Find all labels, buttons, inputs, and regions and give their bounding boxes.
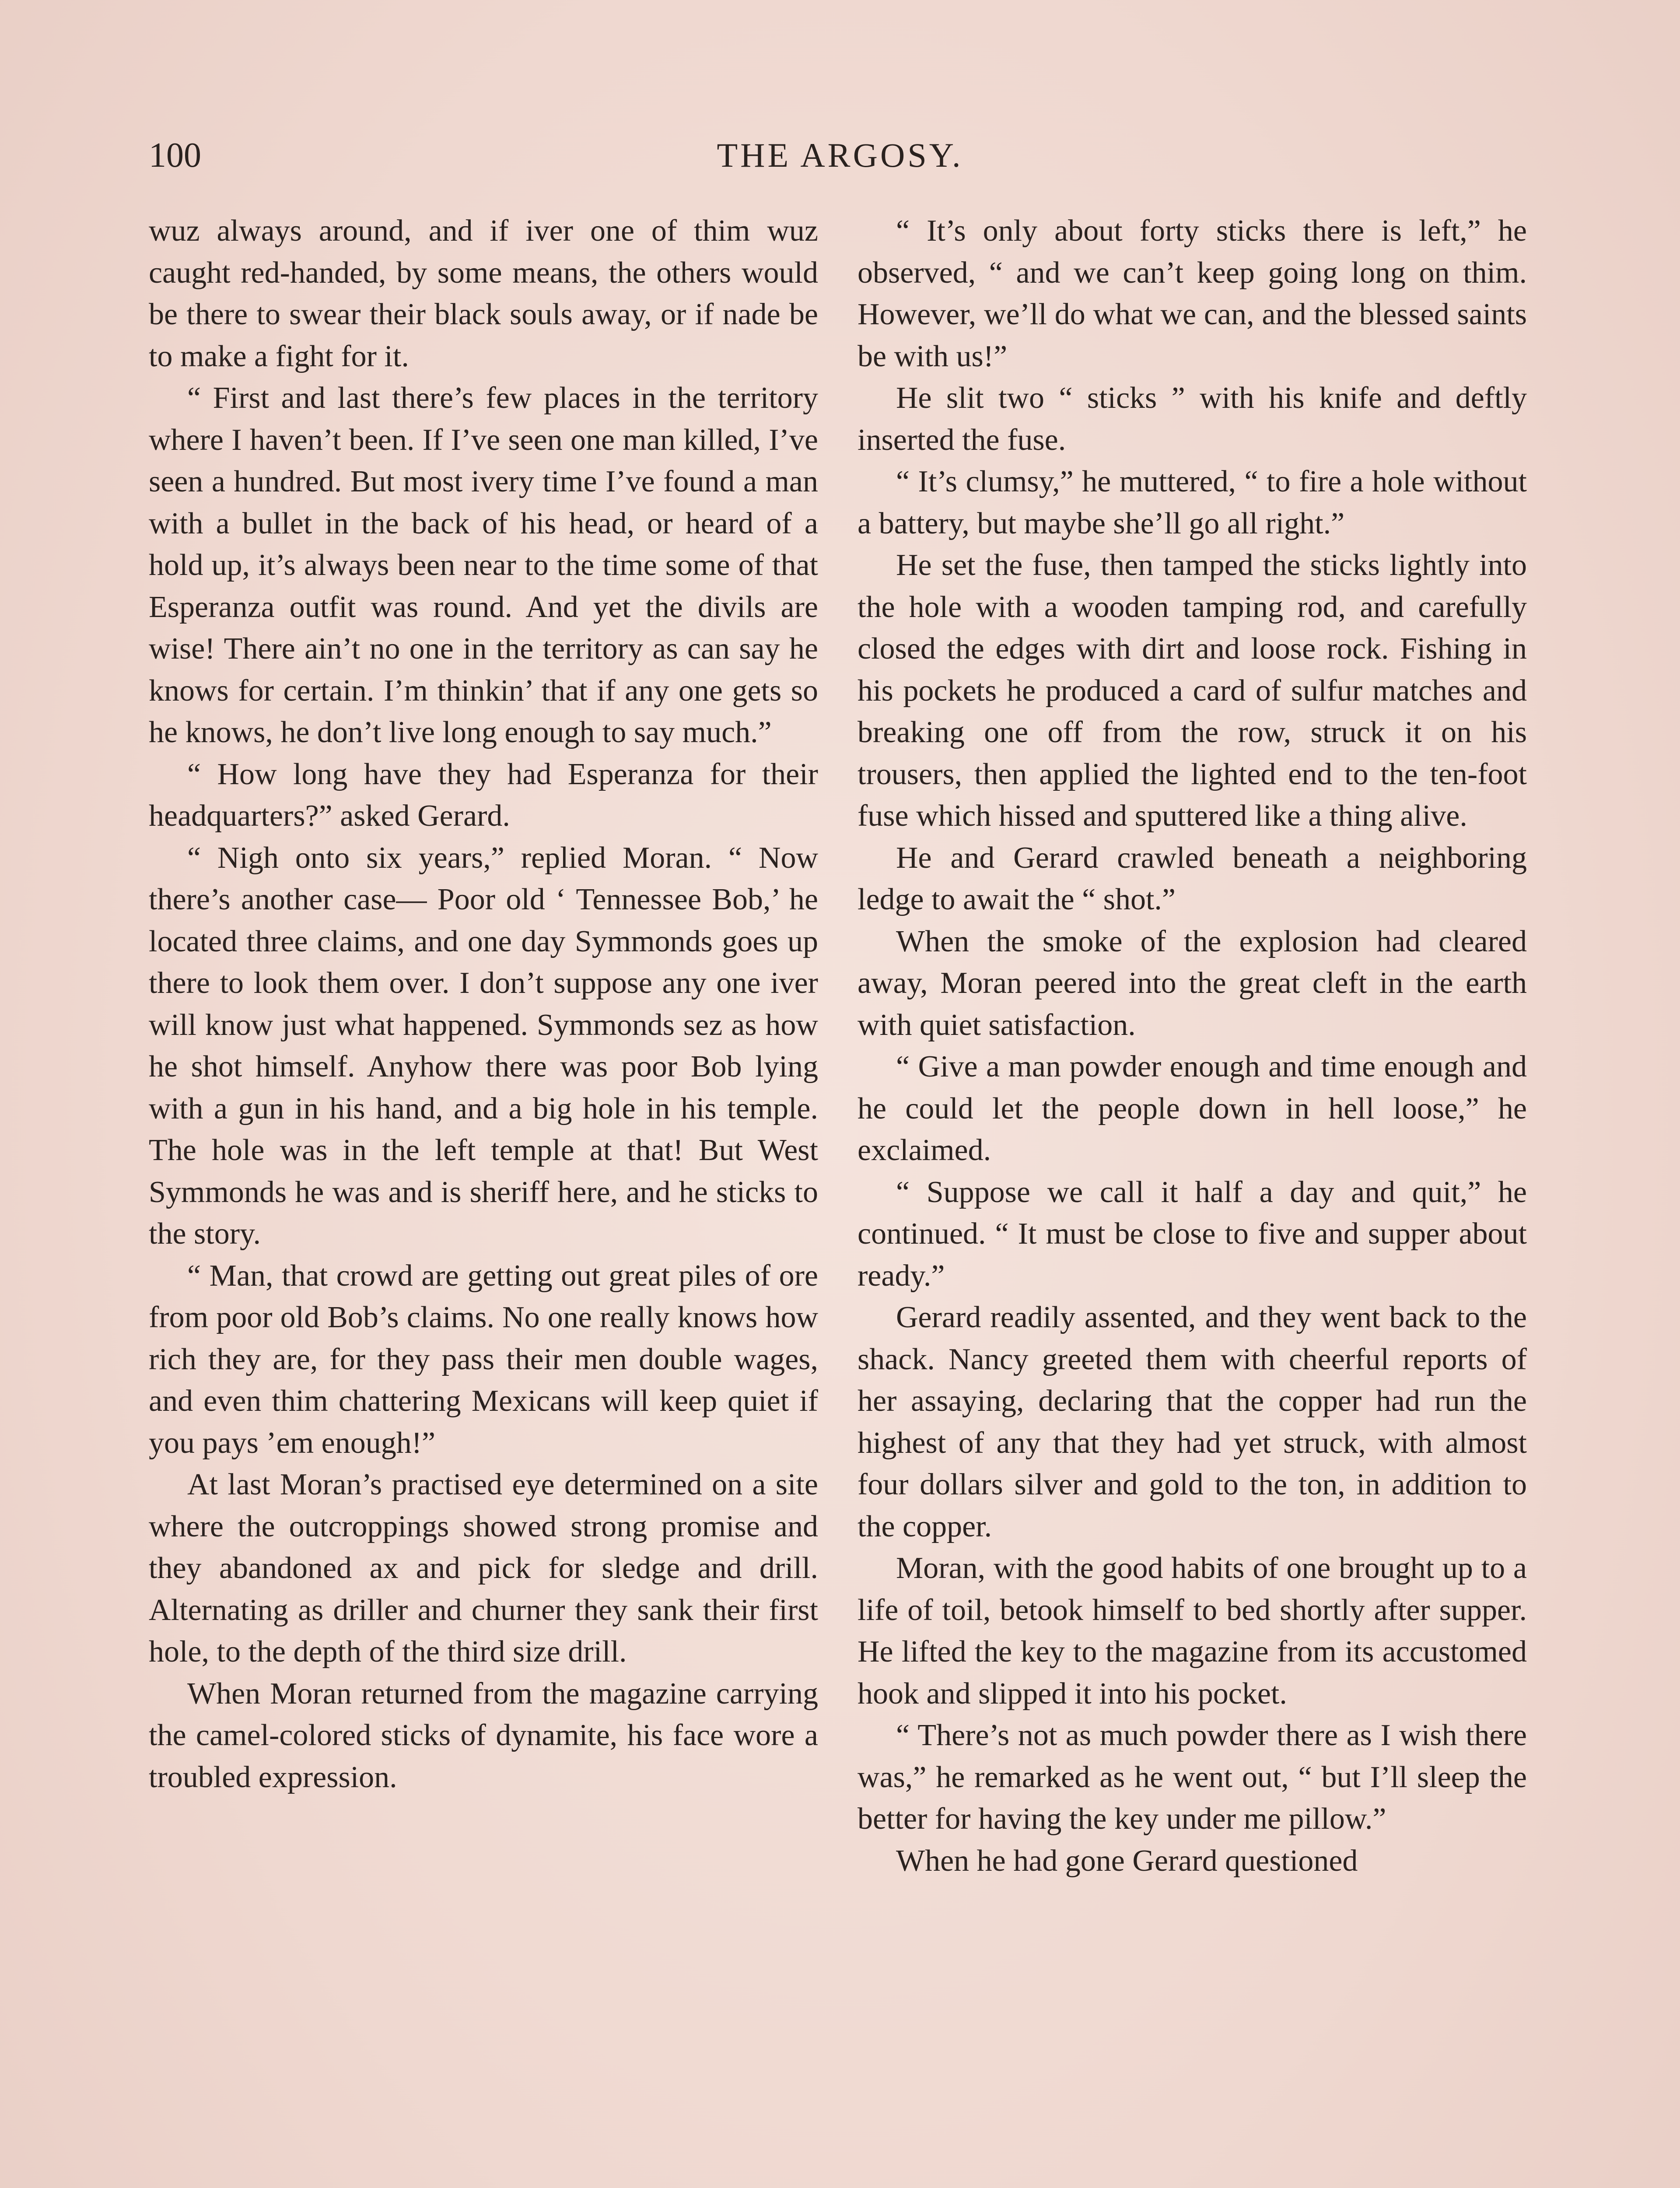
left-column bbox=[149, 210, 818, 1798]
page-header bbox=[149, 131, 1531, 179]
paragraph: “ It’s clumsy,” he muttered, “ to fire a hole without a battery, but maybe she’ll go all right.” bbox=[858, 465, 1527, 540]
paragraph: “ Man, that crowd are getting out great piles of ore from poor old Bob’s claims. No one really knows how rich they are, for they pass their men double wages, and even thim chattering Mexicans will keep quiet if you pays ’em enough!” bbox=[149, 1259, 818, 1460]
paragraph: When the smoke of the explosion had cleared away, Moran peered into the great cleft in the earth with quiet satisfaction. bbox=[858, 924, 1527, 1042]
paragraph: When he had gone Gerard questioned bbox=[896, 1844, 1358, 1878]
paragraph: He slit two “ sticks ” with his knife and deftly inserted the fuse. bbox=[858, 381, 1527, 457]
paragraph: “ Suppose we call it half a day and quit,” he continued. “ It must be close to five and supper about ready.” bbox=[858, 1175, 1527, 1293]
paragraph: He and Gerard crawled beneath a neighboring ledge to await the “ shot.” bbox=[858, 841, 1527, 916]
paragraph: Moran, with the good habits of one brought up to a life of toil, betook himself to bed shortly after supper. He lifted the key to the magazine from its accustomed hook and slipped it into his pocket. bbox=[858, 1551, 1527, 1711]
running-title: THE ARGOSY. bbox=[717, 136, 963, 174]
paragraph: “ It’s only about forty sticks there is left,” he observed, “ and we can’t keep going long on thim. However, we’ll do what we can, and the blessed saints be with us!” bbox=[858, 214, 1527, 373]
page-number: 100 bbox=[149, 136, 201, 175]
paragraph: Gerard readily assented, and they went back to the shack. Nancy greeted them with cheerful reports of her assaying, declaring that the copper had run the highest of any that they had yet struck, with almost four dollars silver and gold to the ton, in addition to the copper. bbox=[858, 1301, 1527, 1543]
paragraph: “ Nigh onto six years,” replied Moran. “ Now there’s another case— Poor old ‘ Tennessee Bob,’ he located three claims, and one day Symmonds goes up there to look them over. I don’t suppose any one iver will know just what happened. Symmonds sez as how he shot himself. Anyhow there was poor Bob lying with a gun in his hand, and a big hole in his temple. The hole was in the left temple at that! But West Symmonds he was and is sheriff here, and he sticks to the story. bbox=[149, 841, 818, 1251]
paragraph: When Moran returned from the magazine carrying the camel-colored sticks of dynamite, his face wore a troubled expression. bbox=[149, 1676, 818, 1794]
right-column bbox=[858, 210, 1527, 1882]
paragraph: “ First and last there’s few places in the territory where I haven’t been. If I’ve seen one man killed, I’ve seen a hundred. But most ivery time I’ve found a man with a bullet in the back of his head, or heard of a hold up, it’s always been near to the time some of that Esperanza outfit was round. And yet the divils are wise! There ain’t no one in the territory as can say he knows for certain. I’m thinkin’ that if any one gets so he knows, he don’t live long enough to say much.” bbox=[149, 381, 818, 749]
paragraph: “ How long have they had Esperanza for their headquarters?” asked Gerard. bbox=[149, 757, 818, 833]
paragraph: He set the fuse, then tamped the sticks lightly into the hole with a wooden tamping rod, and carefully closed the edges with dirt and loose rock. Fishing in his pockets he produced a card of sulfur matches and breaking one off from the row, struck it on his trousers, then applied the lighted end to the ten-foot fuse which hissed and sputtered like a thing alive. bbox=[858, 548, 1527, 833]
paragraph: “ There’s not as much powder there as I wish there was,” he remarked as he went out, “ but I’ll sleep the better for having the key under me pillow.” bbox=[858, 1718, 1527, 1836]
paragraph: “ Give a man powder enough and time enough and he could let the people down in hell loose,” he exclaimed. bbox=[858, 1050, 1527, 1167]
paragraph: wuz always around, and if iver one of thim wuz caught red-handed, by some means, the others would be there to swear their black souls away, or if nade be to make a fight for it. bbox=[149, 214, 818, 373]
paragraph: At last Moran’s practised eye determined on a site where the outcroppings showed strong promise and they abandoned ax and pick for sledge and drill. Alternating as driller and churner they sank their first hole, to the depth of the third size drill. bbox=[149, 1468, 818, 1669]
